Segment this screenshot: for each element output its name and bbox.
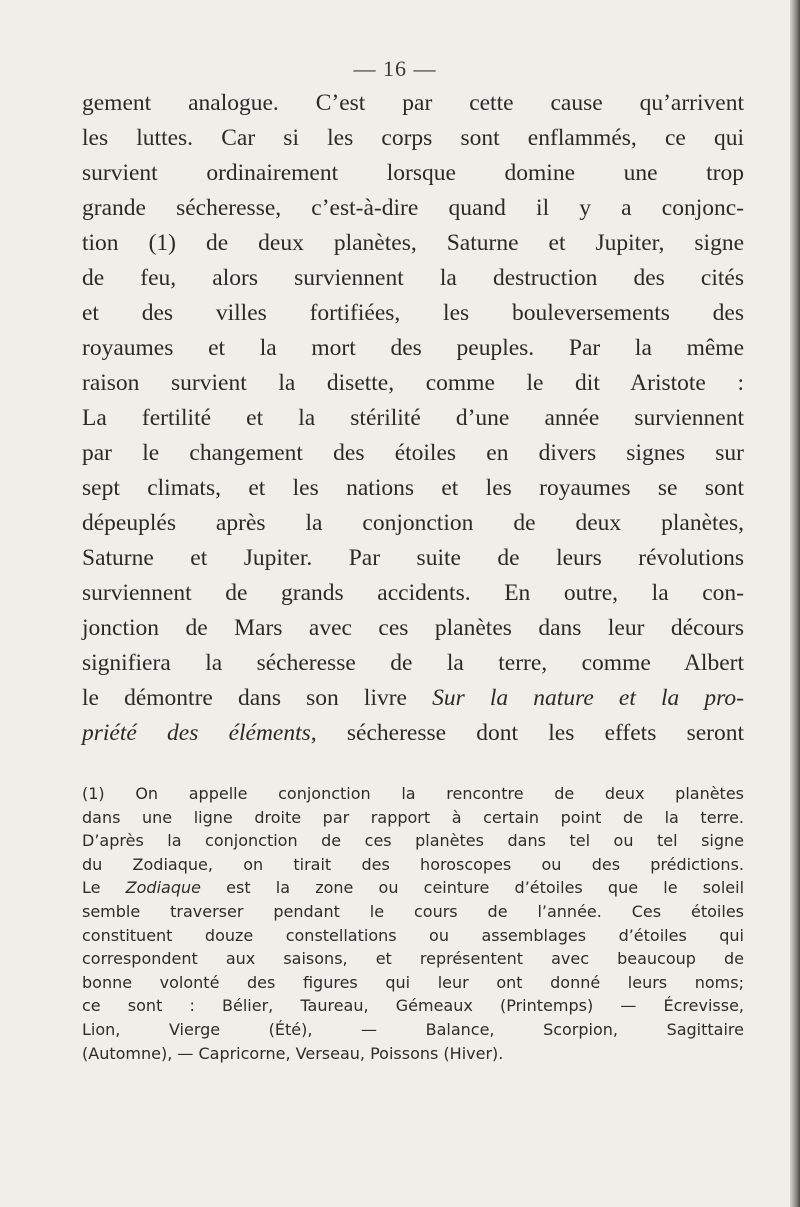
footnote-line: (Automne), — Capricorne, Verseau, Poissons (Hiver). <box>82 1043 504 1063</box>
footnote-line: bonne volonté des figures qui leur ont donné leurs noms; <box>82 972 744 992</box>
text-line: gement analogue. C’est par cette cause qu’arrivent <box>82 90 744 116</box>
footnote-line: semble traverser pendant le cours de l’année. Ces étoiles <box>82 901 744 921</box>
footnote-line: ce sont : Bélier, Taureau, Gémeaux (Printemps) — Écrevisse, <box>82 996 744 1016</box>
text-line: les luttes. Car si les corps sont enflammés, ce qui <box>82 125 744 151</box>
page-number: — 16 — <box>353 56 437 81</box>
footnote-line <box>82 876 744 900</box>
footnote-line: D’après la conjonction de ces planètes dans tel ou tel signe <box>82 831 744 851</box>
text-line: et des villes fortifiées, les bouleversements des <box>82 300 744 326</box>
text-line: raison survient la disette, comme le dit Aristote : <box>82 370 744 396</box>
text-line: surviennent de grands accidents. En outre, la con- <box>82 580 744 606</box>
main-text <box>82 86 744 751</box>
footnote-line: correspondent aux saisons, et représentent avec beaucoup de <box>82 949 744 969</box>
footnote-line: (1) On appelle conjonction la rencontre de deux planètes <box>82 784 744 803</box>
footnote <box>82 782 744 1065</box>
text-segment: est la zone ou ceinture d’étoiles que le soleil <box>226 878 745 898</box>
text-line: par le changement des étoiles en divers signes sur <box>82 440 744 466</box>
text-segment: , sécheresse dont les effets seront <box>310 720 744 746</box>
footnote-line: dans une ligne droite par rapport à certain point de la terre. <box>82 807 744 827</box>
text-line: sept climats, et les nations et les royaumes se sont <box>82 475 744 501</box>
text-segment: Le <box>82 878 101 898</box>
book-title-part-1: Sur la nature et la pro- <box>432 685 744 711</box>
text-line: jonction de Mars avec ces planètes dans leur décours <box>82 615 744 641</box>
text-line: de feu, alors surviennent la destruction des cités <box>82 265 744 291</box>
text-segment: le démontre dans son livre <box>82 685 407 711</box>
page-edge-shadow <box>790 0 800 1207</box>
footnote-line: constituent douze constellations ou assemblages d’étoiles qui <box>82 925 744 945</box>
footnote-line: Lion, Vierge (Été), — Balance, Scorpion, Sagittaire <box>82 1019 744 1039</box>
zodiaque-term: Zodiaque <box>125 878 201 898</box>
footnote-line: du Zodiaque, on tirait des horoscopes ou des prédictions. <box>82 854 744 874</box>
text-line: grande sécheresse, c’est-à-dire quand il y a conjonc- <box>82 195 744 221</box>
book-title-part-2: priété des éléments <box>82 720 311 746</box>
text-line: signifiera la sécheresse de la terre, comme Albert <box>82 650 744 676</box>
text-line: Saturne et Jupiter. Par suite de leurs révolutions <box>82 545 744 571</box>
text-line: royaumes et la mort des peuples. Par la même <box>82 335 744 361</box>
text-line: dépeuplés après la conjonction de deux planètes, <box>82 510 744 536</box>
text-line-with-title <box>82 716 744 751</box>
text-line: survient ordinairement lorsque domine une trop <box>82 160 744 186</box>
text-line: La fertilité et la stérilité d’une année surviennent <box>82 405 744 431</box>
text-line-with-title <box>82 681 744 716</box>
text-line: tion (1) de deux planètes, Saturne et Jupiter, signe <box>82 230 744 256</box>
